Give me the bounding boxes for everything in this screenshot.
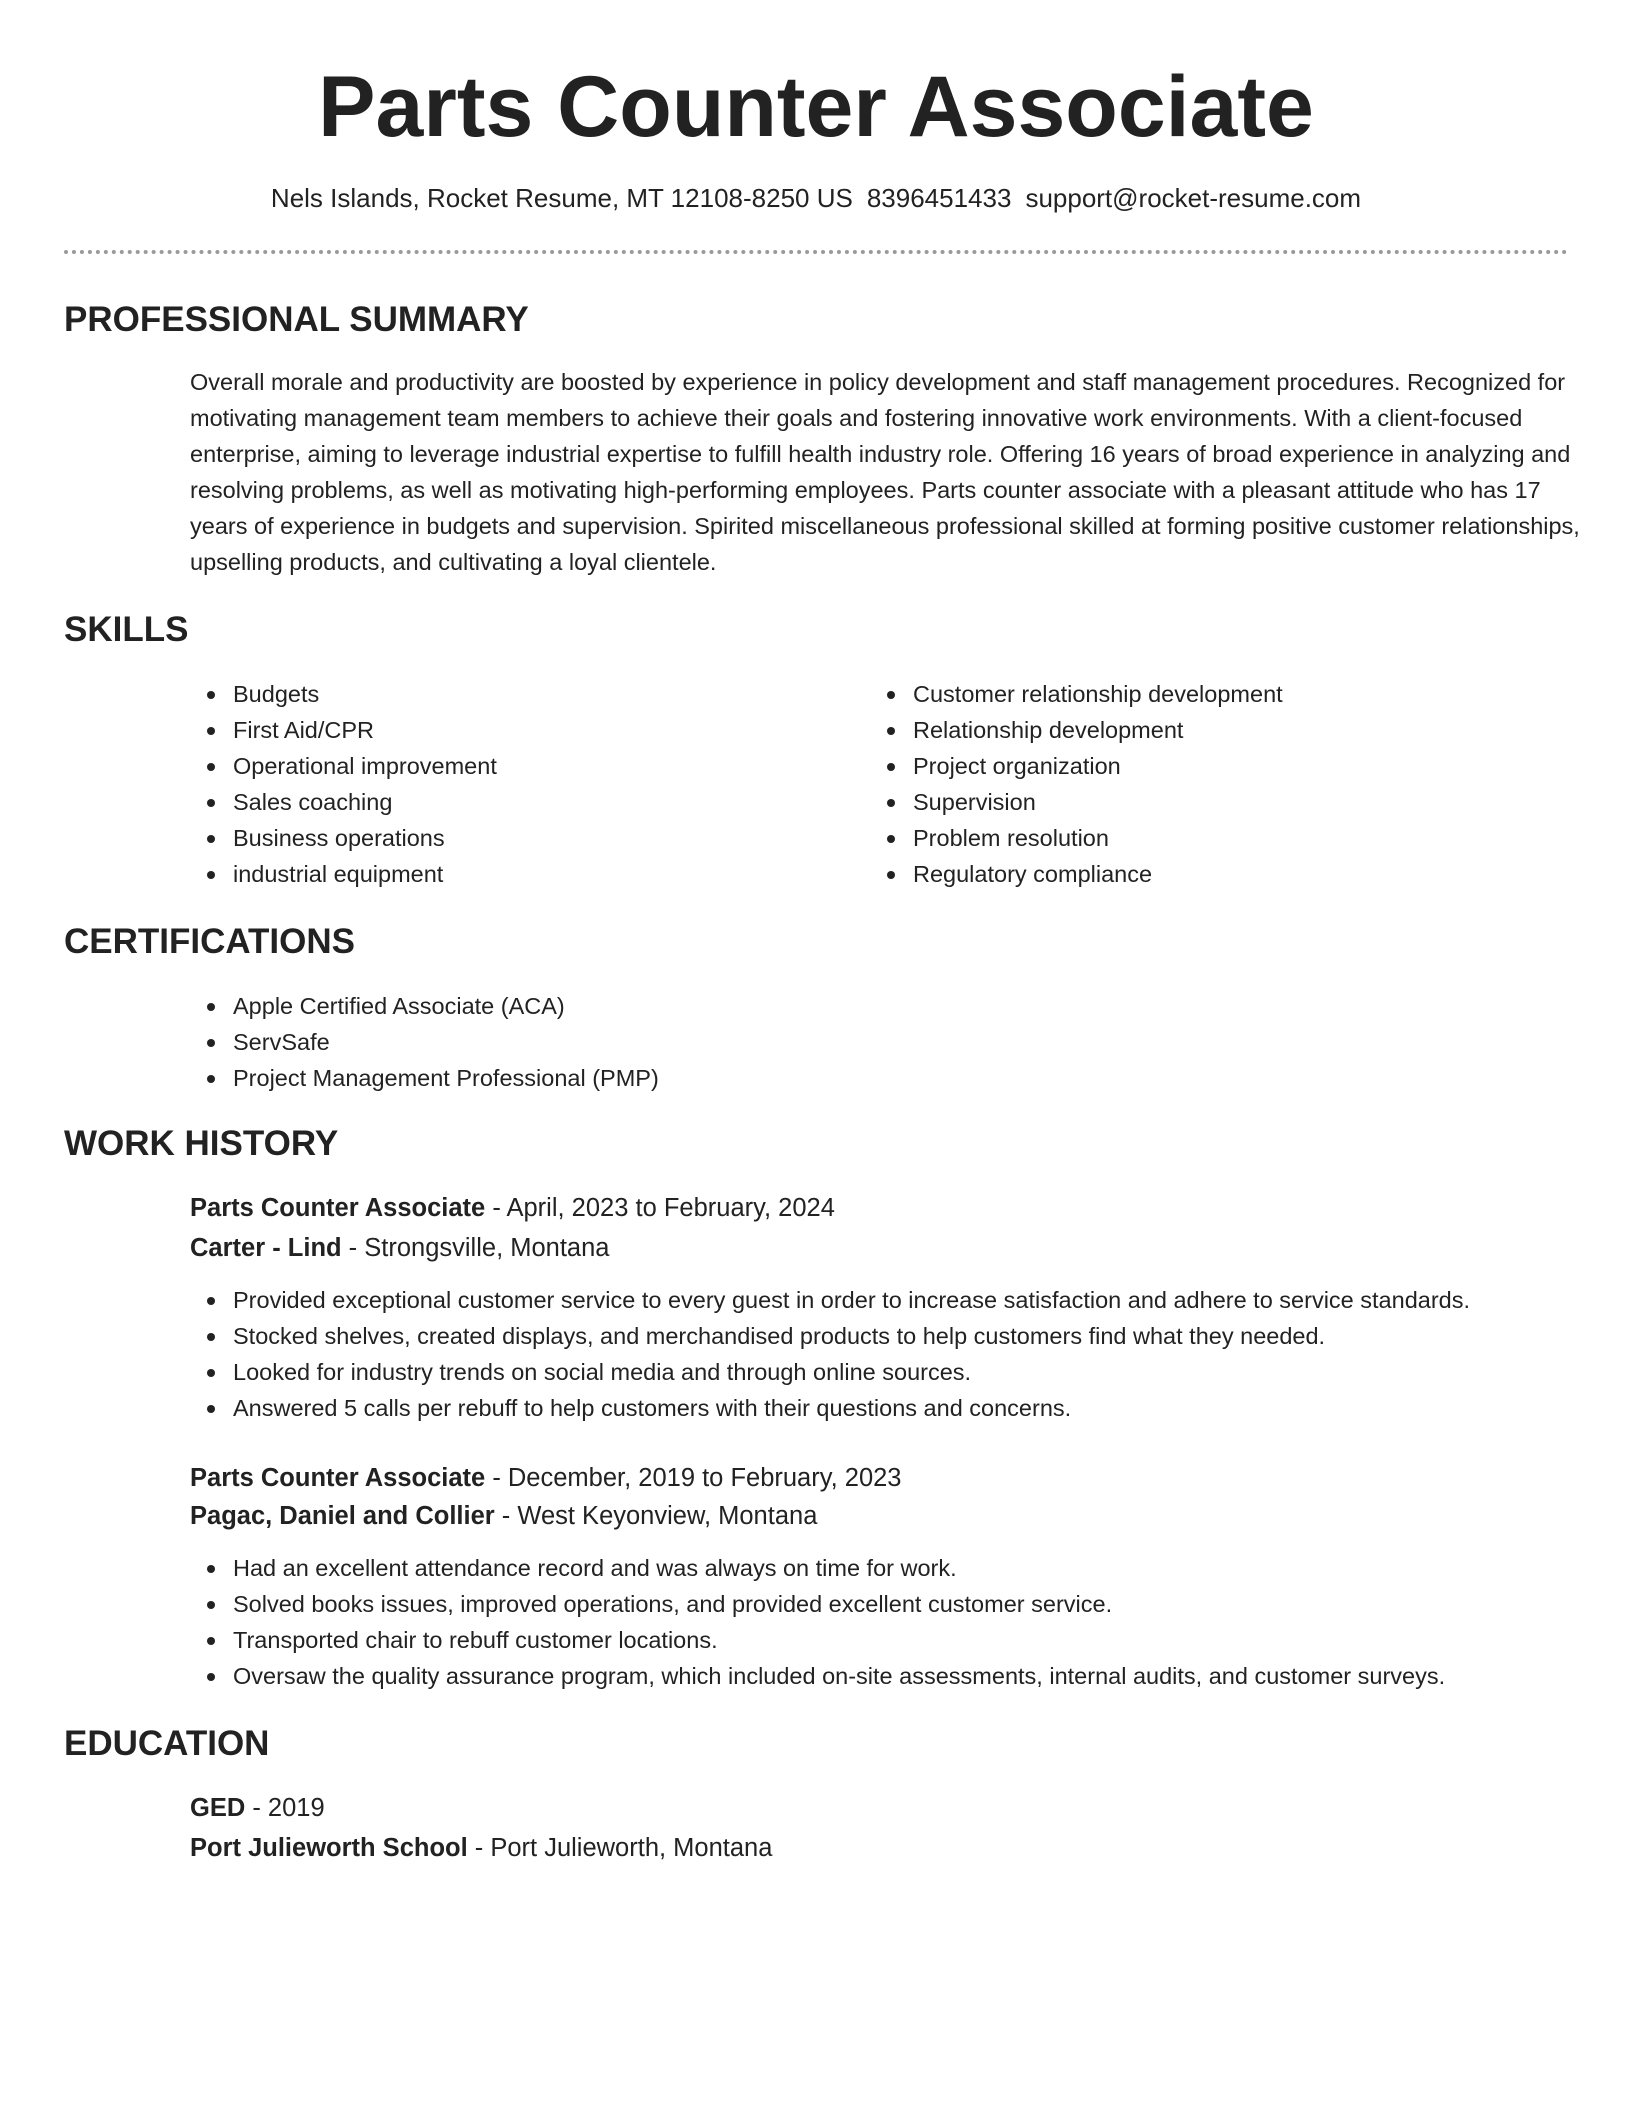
- job-role: Parts Counter Associate: [190, 1464, 486, 1492]
- summary-text: Overall morale and productivity are boosted by experience in policy development and staff management procedures. Recognized for motivating management team members to achieve their goals and fostering innovative work environments. With a client-focused enterprise, aiming to leverage industrial expertise to fulfill health industry role. Offering 16 years of broad experience in analyzing and resolving problems, as well as motivating high-performing employees. Parts counter associate with a pleasant attitude who has 17 years of experience in budgets and supervision. Spirited miscellaneous professional skilled at forming positive customer relationships, upselling products, and cultivating a loyal clientele.: [190, 369, 1580, 575]
- job-bullets: [190, 1282, 1470, 1426]
- job-location: - Strongsville, Montana: [341, 1234, 610, 1262]
- list-item: Operational improvement: [190, 748, 497, 784]
- list-item: Business operations: [190, 820, 497, 856]
- education-degree-line: [190, 1790, 325, 1826]
- summary-heading: PROFESSIONAL SUMMARY: [64, 300, 529, 339]
- list-item: Answered 5 calls per rebuff to help customers with their questions and concerns.: [190, 1390, 1470, 1426]
- job-company-line: [190, 1230, 609, 1266]
- list-item: Sales coaching: [190, 784, 497, 820]
- job-dates: - December, 2019 to February, 2023: [485, 1464, 902, 1492]
- list-item: Customer relationship development: [870, 676, 1283, 712]
- list-item: Solved books issues, improved operations, and provided excellent customer service.: [190, 1586, 1445, 1622]
- job-company: Pagac, Daniel and Collier: [190, 1502, 495, 1530]
- education-location: - Port Julieworth, Montana: [467, 1834, 773, 1862]
- list-item: Budgets: [190, 676, 497, 712]
- job-dates: - April, 2023 to February, 2024: [485, 1194, 835, 1222]
- skills-heading: SKILLS: [64, 610, 189, 649]
- job-company: Carter - Lind: [190, 1234, 342, 1262]
- list-item: Transported chair to rebuff customer locations.: [190, 1622, 1445, 1658]
- education-degree: GED: [190, 1794, 246, 1822]
- contact-email[interactable]: support@rocket-resume.com: [1025, 183, 1362, 213]
- job-location: - West Keyonview, Montana: [494, 1502, 818, 1530]
- list-item: Oversaw the quality assurance program, which included on-site assessments, internal audits, and customer surveys.: [190, 1658, 1445, 1694]
- education-year: - 2019: [245, 1794, 325, 1822]
- list-item: Regulatory compliance: [870, 856, 1283, 892]
- list-item: ServSafe: [190, 1024, 659, 1060]
- list-item: Supervision: [870, 784, 1283, 820]
- list-item: Stocked shelves, created displays, and merchandised products to help customers find what they needed.: [190, 1318, 1470, 1354]
- job-company-line: [190, 1498, 817, 1534]
- list-item: Provided exceptional customer service to every guest in order to increase satisfaction and adhere to service standards.: [190, 1282, 1470, 1318]
- job-title-line: [190, 1190, 835, 1226]
- work-history-heading: WORK HISTORY: [64, 1124, 339, 1163]
- job-bullets: [190, 1550, 1445, 1694]
- list-item: Looked for industry trends on social media and through online sources.: [190, 1354, 1470, 1390]
- list-item: Apple Certified Associate (ACA): [190, 988, 659, 1024]
- list-item: industrial equipment: [190, 856, 497, 892]
- candidate-name: Parts Counter Associate: [318, 59, 1314, 155]
- contact-phone: 8396451433: [866, 183, 1012, 213]
- list-item: First Aid/CPR: [190, 712, 497, 748]
- contact-line: [0, 180, 1632, 216]
- list-item: Had an excellent attendance record and was always on time for work.: [190, 1550, 1445, 1586]
- skills-list-left: [190, 676, 497, 892]
- job-role: Parts Counter Associate: [190, 1194, 486, 1222]
- certifications-heading: CERTIFICATIONS: [64, 922, 356, 961]
- job-title-line: [190, 1460, 902, 1496]
- certifications-list: [190, 988, 659, 1096]
- education-school-line: [190, 1830, 772, 1866]
- list-item: Project organization: [870, 748, 1283, 784]
- header-divider: [64, 250, 1568, 254]
- list-item: Project Management Professional (PMP): [190, 1060, 659, 1096]
- contact-address: Nels Islands, Rocket Resume, MT 12108-8250 US: [270, 183, 853, 213]
- list-item: Problem resolution: [870, 820, 1283, 856]
- skills-list-right: [870, 676, 1283, 892]
- list-item: Relationship development: [870, 712, 1283, 748]
- education-school: Port Julieworth School: [190, 1834, 468, 1862]
- education-heading: EDUCATION: [64, 1724, 270, 1763]
